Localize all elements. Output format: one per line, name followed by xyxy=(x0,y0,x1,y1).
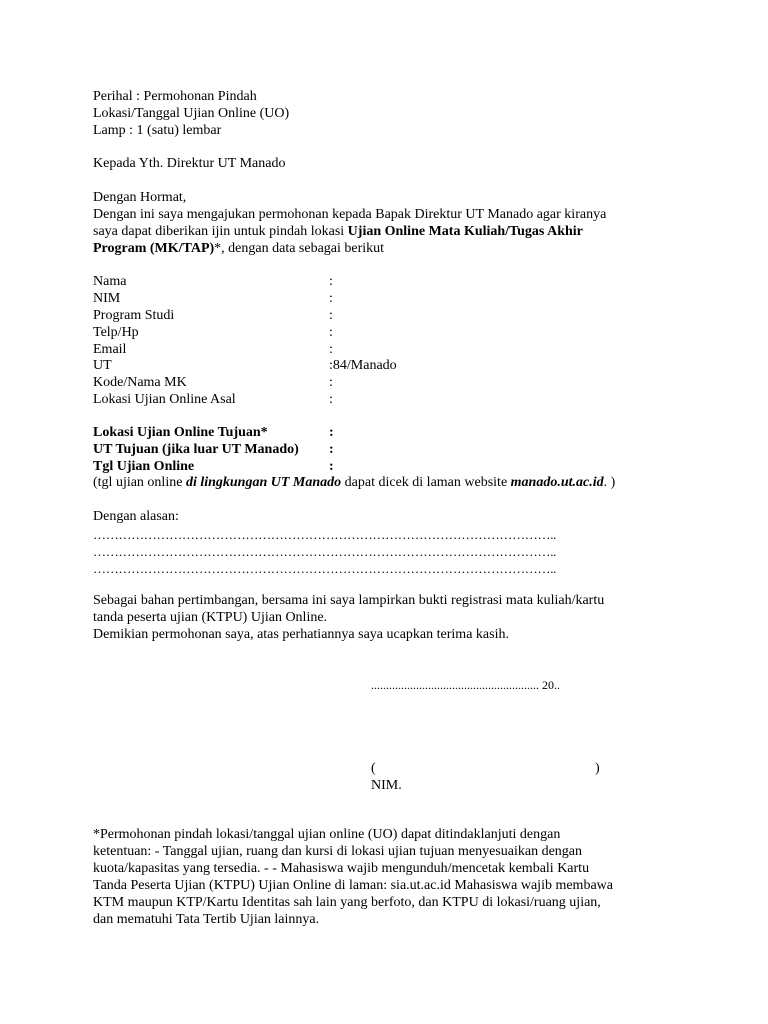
salutation: Dengan Hormat, xyxy=(93,190,187,205)
field-row xyxy=(93,391,333,408)
field-value: : xyxy=(329,308,333,323)
recipient-line: Kepada Yth. Direktur UT Manado xyxy=(93,156,286,171)
field-row xyxy=(93,324,333,341)
signature-open-paren: ( xyxy=(371,761,376,776)
target-field-value: : xyxy=(329,442,334,457)
field-label: Nama xyxy=(93,274,127,289)
date-note-part-1: (tgl ujian online xyxy=(93,475,186,490)
field-row xyxy=(93,273,333,290)
perihal-line-1: Perihal : Permohonan Pindah xyxy=(93,89,257,104)
field-value: : xyxy=(329,342,333,357)
target-field-label: Tgl Ujian Online xyxy=(93,459,195,474)
footnote-line: kuota/kapasitas yang tersedia. - - Mahasiswa wajib mengunduh/mencetak kembali Kartu xyxy=(93,861,590,876)
lampiran-line: Lamp : 1 (satu) lembar xyxy=(93,123,222,138)
footnote-line: KTM maupun KTP/Kartu Identitas sah lain yang berfoto, dan KTPU di lokasi/ruang ujian, xyxy=(93,895,601,910)
date-note-location: di lingkungan UT Manado xyxy=(185,475,342,490)
field-label: UT xyxy=(93,358,112,373)
field-value: : xyxy=(329,274,333,289)
field-label: Program Studi xyxy=(93,308,175,323)
target-field-row xyxy=(93,424,334,441)
field-label: Lokasi Ujian Online Asal xyxy=(93,392,236,407)
field-row xyxy=(93,290,333,307)
target-field-row xyxy=(93,441,334,458)
footnote-line: dan mematuhi Tata Tertib Ujian lainnya. xyxy=(93,912,320,927)
field-value: : xyxy=(329,325,333,340)
reason-dotted-line: ……………………………………………………………………………………………….. xyxy=(93,544,557,559)
signature-close-paren: ) xyxy=(595,761,600,776)
opening-line-2-plain: saya dapat diberikan ijin untuk pindah lokasi xyxy=(93,224,348,239)
field-value: : xyxy=(329,392,333,407)
signature-date-line: ........................................................ 20.. xyxy=(371,678,560,692)
reason-label: Dengan alasan: xyxy=(93,509,179,524)
field-value: : xyxy=(329,291,333,306)
closing-line-3: Demikian permohonan saya, atas perhatiannya saya ucapkan terima kasih. xyxy=(93,627,509,642)
target-field-value: : xyxy=(329,459,334,474)
opening-line-3-bold: Program (MK/TAP) xyxy=(93,241,215,256)
field-value: :84/Manado xyxy=(329,358,397,373)
opening-line-3-plain: *, dengan data sebagai berikut xyxy=(214,241,385,256)
date-note xyxy=(93,474,615,491)
target-field-row xyxy=(93,458,334,475)
field-label: Kode/Nama MK xyxy=(93,375,187,390)
field-label: Telp/Hp xyxy=(93,325,139,340)
date-note-part-5: . ) xyxy=(603,475,616,490)
field-value: : xyxy=(329,375,333,390)
reason-dotted-line: ……………………………………………………………………………………………….. xyxy=(93,527,557,542)
website-text: manado.ut.ac.id xyxy=(510,475,604,490)
reason-dotted-line: ……………………………………………………………………………………………….. xyxy=(93,561,557,576)
target-field-label: Lokasi Ujian Online Tujuan* xyxy=(93,425,268,440)
opening-line-2-bold: Ujian Online Mata Kuliah/Tugas Akhir xyxy=(347,224,583,239)
closing-line-1: Sebagai bahan pertimbangan, bersama ini saya lampirkan bukti registrasi mata kuliah/kartu xyxy=(93,593,605,608)
footnote-line: Tanda Peserta Ujian (KTPU) Ujian Online di laman: sia.ut.ac.id Mahasiswa wajib membawa xyxy=(93,878,613,893)
closing-line-2: tanda peserta ujian (KTPU) Ujian Online. xyxy=(93,610,328,625)
target-field-label: UT Tujuan (jika luar UT Manado) xyxy=(93,442,299,457)
opening-line-2 xyxy=(93,223,583,240)
footnote-line: *Permohonan pindah lokasi/tanggal ujian online (UO) dapat ditindaklanjuti dengan xyxy=(93,827,561,842)
field-label: NIM xyxy=(93,291,121,306)
field-label: Email xyxy=(93,342,127,357)
opening-line-3 xyxy=(93,240,384,257)
field-row xyxy=(93,341,333,358)
date-note-part-3: dapat dicek di laman website xyxy=(341,475,511,490)
perihal-line-2: Lokasi/Tanggal Ujian Online (UO) xyxy=(93,106,290,121)
field-row xyxy=(93,374,333,391)
signature-nim: NIM. xyxy=(371,778,402,793)
field-row xyxy=(93,357,397,374)
opening-line-1: Dengan ini saya mengajukan permohonan kepada Bapak Direktur UT Manado agar kiranya xyxy=(93,207,607,222)
target-field-value: : xyxy=(329,425,334,440)
field-row xyxy=(93,307,333,324)
footnote-line: ketentuan: - Tanggal ujian, ruang dan kursi di lokasi ujian tujuan menyesuaikan dengan xyxy=(93,844,583,859)
